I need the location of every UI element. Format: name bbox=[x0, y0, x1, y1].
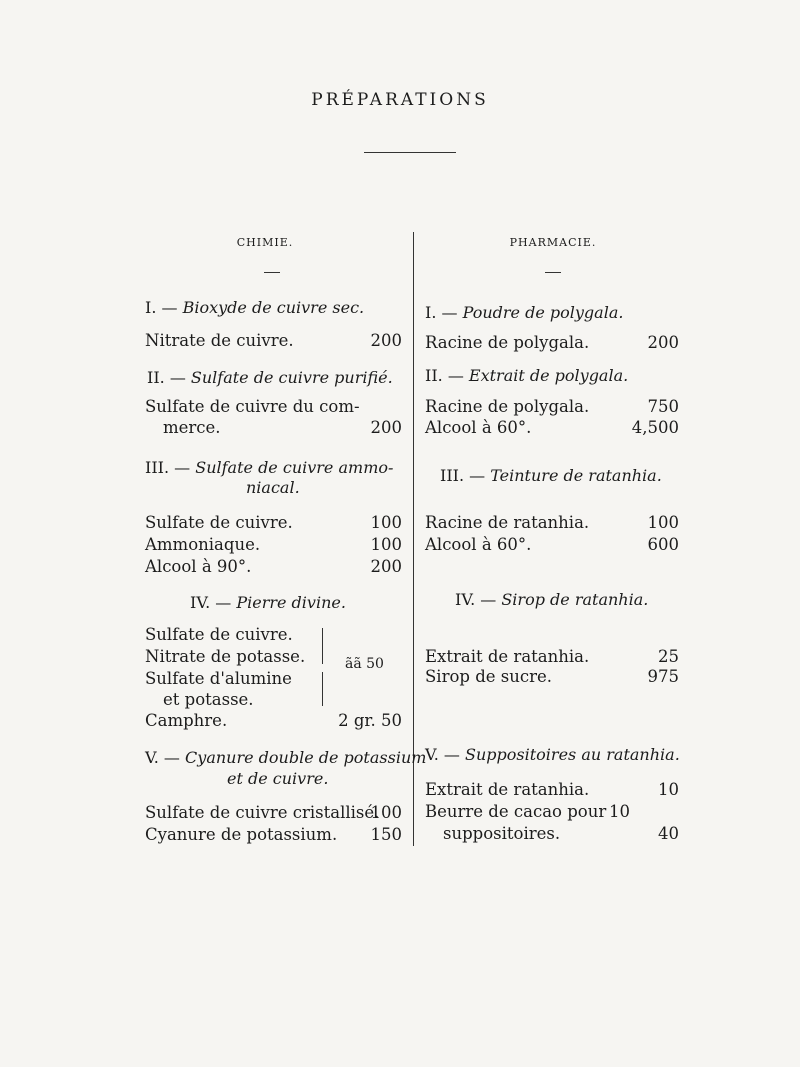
chimie-section-4-heading: IV. — Pierre divine. bbox=[190, 593, 346, 612]
pharmacie-s3-row-1: Racine de ratanhia. bbox=[425, 513, 590, 532]
chimie-s3-value-3: 200 bbox=[370, 557, 402, 576]
chimie-heading-dash bbox=[264, 272, 280, 273]
pharmacie-section-3-heading: III. — Teinture de ratanhia. bbox=[440, 466, 662, 485]
chimie-s5-value-2: 150 bbox=[370, 825, 402, 844]
chimie-s4-brace-value: ãã 50 bbox=[345, 656, 384, 672]
pharmacie-s4-value-2: 975 bbox=[647, 667, 679, 686]
pharmacie-s4-value-1: 25 bbox=[658, 647, 679, 666]
pharmacie-s1-row-1: Racine de polygala. bbox=[425, 333, 590, 352]
pharmacie-section-4-heading: IV. — Sirop de ratanhia. bbox=[455, 590, 649, 609]
pharmacie-s2-value-1: 750 bbox=[647, 397, 679, 416]
pharmacie-s1-value-1: 200 bbox=[647, 333, 679, 352]
chimie-s5-value-1: 100 bbox=[370, 803, 402, 822]
chimie-section-3-heading: III. — Sulfate de cuivre ammo- bbox=[145, 458, 394, 477]
page-title: PRÉPARATIONS bbox=[311, 90, 489, 110]
pharmacie-s4-row-1: Extrait de ratanhia. bbox=[425, 647, 590, 666]
chimie-s2-row-1b: merce. bbox=[163, 418, 221, 437]
pharmacie-s2-row-1: Racine de polygala. bbox=[425, 397, 590, 416]
chimie-s4-brace-bottom bbox=[316, 672, 323, 706]
pharmacie-s5-row-2: Beurre de cacao pour bbox=[425, 802, 607, 821]
chimie-heading: CHIMIE. bbox=[236, 236, 294, 249]
pharmacie-s5-row-1: Extrait de ratanhia. bbox=[425, 780, 590, 799]
chimie-s4-row-4: et potasse. bbox=[163, 690, 254, 709]
chimie-s5-row-1: Sulfate de cuivre cristallisé. bbox=[145, 803, 380, 822]
pharmacie-s3-row-2: Alcool à 60°. bbox=[425, 535, 532, 554]
pharmacie-heading: PHARMACIE. bbox=[509, 236, 597, 249]
pharmacie-s2-row-2: Alcool à 60°. bbox=[425, 418, 532, 437]
chimie-s4-value-5: 2 gr. 50 bbox=[338, 711, 402, 730]
chimie-s2-row-1a: Sulfate de cuivre du com- bbox=[145, 397, 360, 416]
chimie-s4-row-2: Nitrate de potasse. bbox=[145, 647, 306, 666]
pharmacie-s3-value-2: 600 bbox=[647, 535, 679, 554]
chimie-s3-row-3: Alcool à 90°. bbox=[145, 557, 252, 576]
chimie-s2-value-1: 200 bbox=[370, 418, 402, 437]
chimie-s3-value-1: 100 bbox=[370, 513, 402, 532]
chimie-s3-value-2: 100 bbox=[370, 535, 402, 554]
pharmacie-s3-value-1: 100 bbox=[647, 513, 679, 532]
chimie-s4-brace-top bbox=[316, 628, 323, 664]
chimie-section-1-heading: I. — Bioxyde de cuivre sec. bbox=[145, 298, 365, 317]
chimie-s4-row-3: Sulfate d'alumine bbox=[145, 669, 292, 688]
pharmacie-s5-value-2: 10 bbox=[609, 802, 630, 821]
chimie-s3-row-1: Sulfate de cuivre. bbox=[145, 513, 293, 532]
pharmacie-s4-row-2: Sirop de sucre. bbox=[425, 667, 553, 686]
pharmacie-s5-row-3: suppositoires. bbox=[443, 824, 561, 843]
chimie-section-3-heading-cont: niacal. bbox=[246, 478, 300, 497]
chimie-section-5-heading-cont: et de cuivre. bbox=[227, 769, 329, 788]
chimie-s3-row-2: Ammoniaque. bbox=[145, 535, 261, 554]
chimie-section-5-heading: V. — Cyanure double de potassium bbox=[145, 748, 427, 767]
chimie-s1-value-1: 200 bbox=[370, 331, 402, 350]
chimie-s4-row-5: Camphre. bbox=[145, 711, 228, 730]
pharmacie-section-5-heading: V. — Suppositoires au ratanhia. bbox=[425, 745, 680, 764]
pharmacie-heading-dash bbox=[545, 272, 561, 273]
pharmacie-s5-value-1: 10 bbox=[658, 780, 679, 799]
pharmacie-s5-value-3: 40 bbox=[658, 824, 679, 843]
chimie-section-2-heading: II. — Sulfate de cuivre purifié. bbox=[147, 368, 393, 387]
pharmacie-s2-value-2: 4,500 bbox=[631, 418, 679, 437]
chimie-s5-row-2: Cyanure de potassium. bbox=[145, 825, 338, 844]
chimie-s1-row-1: Nitrate de cuivre. bbox=[145, 331, 294, 350]
pharmacie-section-1-heading: I. — Poudre de polygala. bbox=[425, 303, 624, 322]
chimie-s4-row-1: Sulfate de cuivre. bbox=[145, 625, 293, 644]
pharmacie-section-2-heading: II. — Extrait de polygala. bbox=[425, 366, 629, 385]
title-rule bbox=[364, 152, 456, 153]
